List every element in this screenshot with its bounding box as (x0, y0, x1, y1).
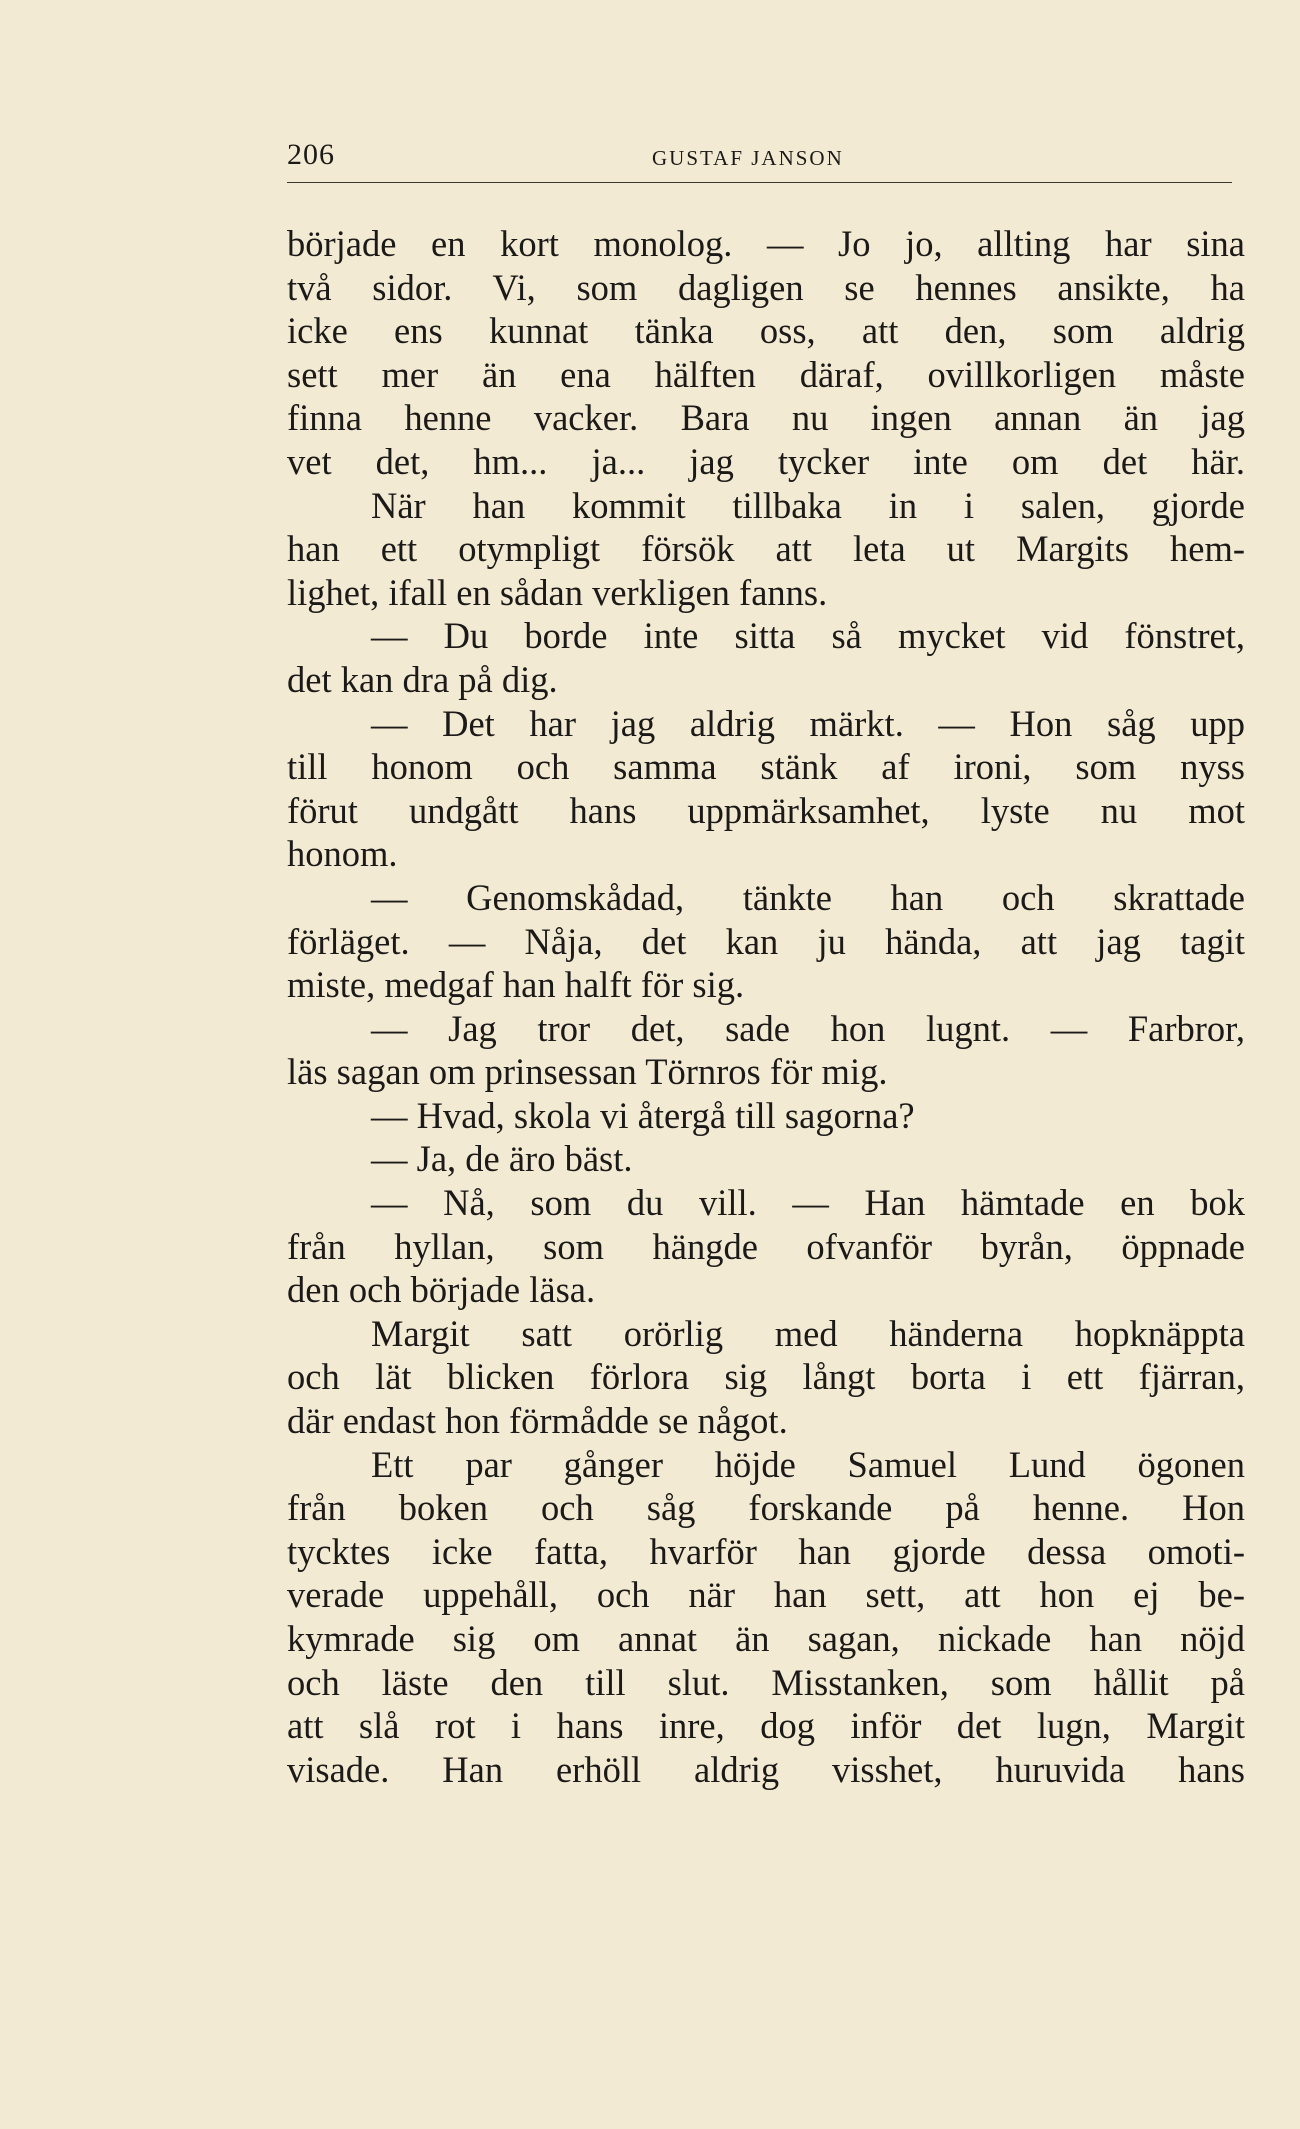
text-line: — Jag tror det, sade hon lugnt. — Farbror, (371, 1007, 1245, 1049)
text-line: — Nå, som du vill. — Han hämtade en bok (371, 1182, 1245, 1224)
text-line: verade uppehåll, och när han sett, att hon ej be- (287, 1574, 1245, 1616)
page-number: 206 (287, 138, 335, 171)
text-line: lighet, ifall en sådan verkligen fanns. (287, 571, 828, 613)
text-line: läs sagan om prinsessan Törnros för mig. (287, 1051, 888, 1093)
text-line: finna henne vacker. Bara nu ingen annan än jag (287, 397, 1245, 439)
text-line: började en kort monolog. — Jo jo, allting har sina (287, 223, 1245, 264)
text-line: honom. (287, 833, 398, 875)
text-line: till honom och samma stänk af ironi, som nyss (287, 746, 1245, 788)
text-line: och lät blicken förlora sig långt borta i ett fjärran, (287, 1356, 1245, 1398)
text-line: och läste den till slut. Misstanken, som hållit på (287, 1661, 1245, 1703)
running-head: GUSTAF JANSON (652, 146, 844, 170)
text-line: Margit satt orörlig med händerna hopknäppta (371, 1312, 1245, 1354)
text-line: där endast hon förmådde se något. (287, 1400, 788, 1442)
header-rule (287, 182, 1232, 183)
text-line: från boken och såg forskande på henne. Hon (287, 1487, 1245, 1529)
text-line: icke ens kunnat tänka oss, att den, som aldrig (287, 310, 1245, 352)
text-line: När han kommit tillbaka in i salen, gjorde (371, 484, 1245, 526)
page-header (287, 138, 1247, 178)
text-line: vet det, hm... ja... jag tycker inte om det här. (287, 440, 1245, 482)
text-line: förläget. — Nåja, det kan ju hända, att jag tagit (287, 920, 1245, 962)
text-line: visade. Han erhöll aldrig visshet, huruvida hans (287, 1748, 1245, 1790)
text-line: — Hvad, skola vi återgå till sagorna? (371, 1094, 915, 1136)
text-line: — Genomskådad, tänkte han och skrattade (371, 876, 1245, 918)
text-line: det kan dra på dig. (287, 658, 558, 700)
text-line: miste, medgaf han halft för sig. (287, 964, 745, 1006)
text-line: — Det har jag aldrig märkt. — Hon såg upp (371, 702, 1245, 744)
text-line: han ett otympligt försök att leta ut Margits hem- (287, 528, 1245, 570)
text-line: att slå rot i hans inre, dog inför det lugn, Margit (287, 1705, 1245, 1747)
text-line: från hyllan, som hängde ofvanför byrån, öppnade (287, 1225, 1245, 1267)
text-line: kymrade sig om annat än sagan, nickade han nöjd (287, 1618, 1245, 1659)
body-text (287, 222, 1245, 1791)
text-line: den och började läsa. (287, 1269, 596, 1311)
text-line: — Du borde inte sitta så mycket vid fönstret, (371, 615, 1245, 657)
text-line: tycktes icke fatta, hvarför han gjorde dessa omoti- (287, 1530, 1245, 1572)
text-line: två sidor. Vi, som dagligen se hennes ansikte, ha (287, 266, 1245, 308)
text-line: sett mer än ena hälften däraf, ovillkorligen måste (287, 353, 1245, 395)
text-line: förut undgått hans uppmärksamhet, lyste nu mot (287, 789, 1245, 831)
text-line: Ett par gånger höjde Samuel Lund ögonen (371, 1443, 1245, 1485)
text-line: — Ja, de äro bäst. (371, 1138, 633, 1180)
